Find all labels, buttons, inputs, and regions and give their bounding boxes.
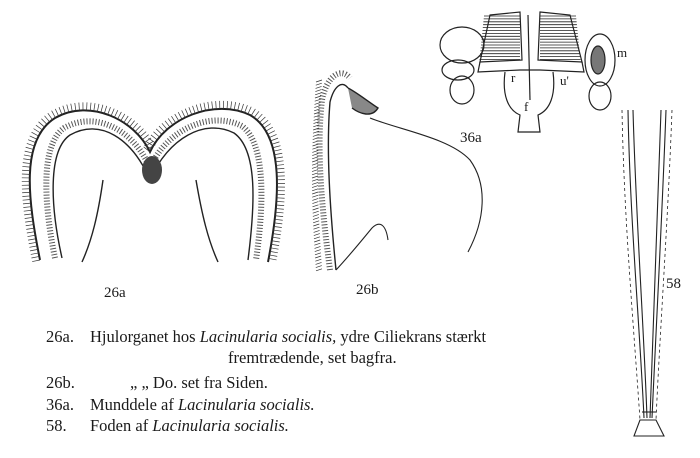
part-letter-r: r	[511, 70, 516, 85]
caption-line-4	[46, 395, 315, 415]
caption-text: Munddele af	[90, 395, 178, 414]
caption-line-3	[46, 373, 268, 393]
figure-label-26b: 26b	[356, 282, 379, 298]
caption-number: 26a.	[46, 327, 74, 346]
caption-number: 58.	[46, 416, 67, 435]
caption-text: Foden af	[90, 416, 153, 435]
figure-label-26a: 26a	[104, 285, 126, 301]
part-letter-f: f	[524, 99, 529, 114]
caption-line-1	[46, 327, 486, 347]
caption-text: Hjulorganet hos	[90, 327, 200, 346]
figure-label-58: 58	[666, 276, 681, 292]
figure-58-drawing	[622, 110, 672, 436]
part-letter-m: m	[617, 45, 628, 60]
caption-number: 26b.	[46, 373, 75, 392]
caption-text-tail: ydre Ciliekrans stærkt	[336, 327, 487, 346]
part-letter-u: u'	[560, 73, 569, 88]
figure-26a-drawing	[30, 109, 277, 262]
figure-label-36a: 36a	[460, 130, 482, 146]
caption-text: fremtrædende, set bagfra.	[228, 348, 397, 367]
caption-number: 36a.	[46, 395, 74, 414]
caption-text: „ „ Do. set fra Siden.	[130, 373, 268, 392]
caption-italic: Lacinularia socialis,	[199, 327, 337, 346]
caption-italic: Lacinularia socialis.	[152, 416, 289, 435]
caption-italic: Lacinularia socialis.	[177, 395, 315, 414]
caption-line-2	[228, 348, 397, 368]
caption-line-5	[46, 416, 289, 436]
